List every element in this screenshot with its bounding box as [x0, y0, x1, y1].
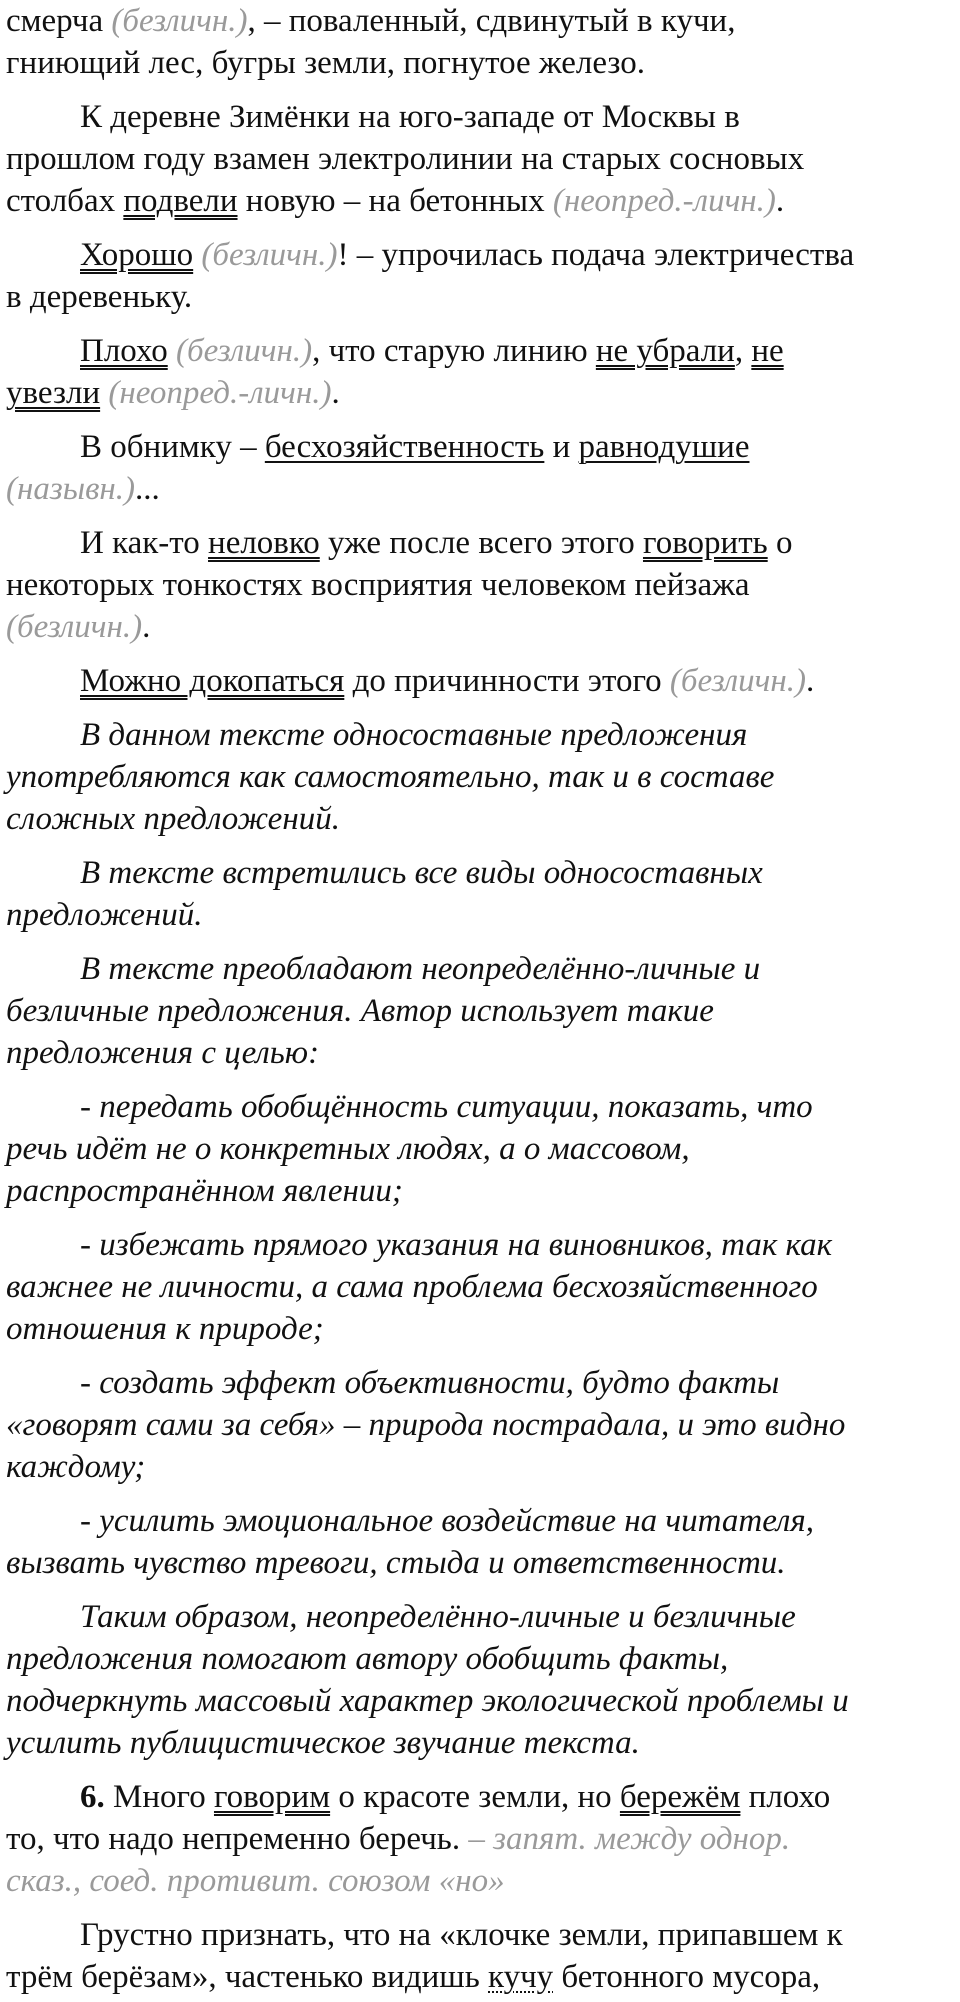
paragraph: [6, 234, 954, 318]
text-line: предложения помогают автору обобщить факты,: [6, 1641, 729, 1677]
text: , – поваленный, сдвинутый в кучи,: [247, 3, 736, 39]
text-line: [6, 1818, 954, 1860]
paragraph: [6, 0, 954, 84]
text: до причинности этого: [344, 663, 670, 699]
predicate-underlined: бережём: [619, 1779, 741, 1815]
text-line: [6, 660, 954, 702]
subject-underlined: бесхозяйственность: [264, 429, 545, 465]
text-line: важнее не личности, а сама проблема бесхозяйственного: [6, 1269, 818, 1305]
text-line: В тексте встретились все виды односоставных: [80, 855, 763, 891]
text: ! – упрочилась подача электричества: [337, 237, 855, 273]
text: смерча: [6, 3, 112, 39]
text-line: каждому;: [6, 1449, 146, 1485]
text-line: [6, 522, 954, 564]
paragraph-analysis: [6, 948, 954, 1074]
annotation: (назывн.): [6, 471, 136, 507]
text-line: вызвать чувство тревоги, стыда и ответственности.: [6, 1545, 786, 1581]
text-line: «говорят сами за себя» – природа пострадала, и это видно: [6, 1407, 846, 1443]
list-item: [6, 1500, 954, 1584]
annotation: (безличн.): [193, 237, 338, 273]
text: ...: [135, 471, 160, 507]
text-line: [6, 0, 954, 42]
predicate-underlined: Плохо: [80, 333, 168, 369]
text: В обнимку –: [80, 429, 265, 465]
text-line: Грустно признать, что на «клочке земли, припавшем к: [80, 1917, 843, 1953]
paragraph-analysis: [6, 714, 954, 840]
text-line: [6, 372, 954, 414]
text-line: В данном тексте односоставные предложения: [80, 717, 748, 753]
text-line: [6, 330, 954, 372]
paragraph-task-6: [6, 1776, 954, 1902]
list-item: [6, 1086, 954, 1212]
text: плохо: [740, 1779, 831, 1815]
text-line: сложных предложений.: [6, 801, 340, 837]
text: уже после всего этого: [319, 525, 643, 561]
text-line: в деревеньку.: [6, 279, 193, 315]
paragraph: [6, 660, 954, 702]
text: И как-то: [80, 525, 209, 561]
annotation: (безличн.): [167, 333, 313, 369]
text-line: - передать обобщённость ситуации, показать, что: [80, 1089, 813, 1125]
text-line: [6, 606, 954, 648]
annotation: (безличн.): [111, 3, 248, 39]
text: о красоте земли, но: [330, 1779, 620, 1815]
text: Много: [104, 1779, 214, 1815]
text-line: - создать эффект объективности, будто факты: [80, 1365, 780, 1401]
predicate-underlined: подвели: [123, 183, 238, 219]
text: .: [142, 609, 151, 645]
text-line: прошлом году взамен электролинии на старых сосновых: [6, 141, 805, 177]
text-line: предложения с целью:: [6, 1035, 320, 1071]
paragraph: [6, 1914, 954, 1998]
paragraph: [6, 330, 954, 414]
predicate-underlined: неловко: [208, 525, 320, 561]
text: бетонного мусора,: [553, 1959, 821, 1995]
paragraph: [6, 522, 954, 648]
text-line: употребляются как самостоятельно, так и в составе: [6, 759, 775, 795]
text: новую – на бетонных: [237, 183, 553, 219]
predicate-underlined: говорим: [213, 1779, 331, 1815]
text: .: [775, 183, 785, 219]
text-line: - избежать прямого указания на виновников, так как: [80, 1227, 833, 1263]
subject-underlined: равнодушие: [578, 429, 750, 465]
text-line: некоторых тонкостях восприятия человеком пейзажа: [6, 567, 750, 603]
text-line: речь идёт не о конкретных людях, а о массовом,: [6, 1131, 690, 1167]
text: то, что надо непременно беречь.: [6, 1821, 469, 1857]
annotation: – запят. между однор.: [468, 1821, 791, 1857]
predicate-underlined: увезли: [6, 375, 101, 411]
text: о: [767, 525, 793, 561]
predicate-underlined: Хорошо: [80, 237, 194, 273]
text: трём берёзам», частенько видишь: [6, 1959, 488, 1995]
text-line: Таким образом, неопределённо-личные и безличные: [80, 1599, 796, 1635]
predicate-underlined: не: [751, 333, 784, 369]
annotation: (неопред.-личн.): [552, 183, 776, 219]
text-line: [6, 468, 954, 510]
predicate-underlined: не убрали: [595, 333, 735, 369]
object-underlined: кучу: [488, 1959, 554, 1995]
annotation-line: сказ., соед. противит. союзом «но»: [6, 1863, 505, 1899]
text-line: гниющий лес, бугры земли, погнутое железо.: [6, 45, 646, 81]
text-line: - усилить эмоциональное воздействие на читателя,: [80, 1503, 814, 1539]
text: , что старую линию: [312, 333, 596, 369]
paragraph-conclusion: [6, 1596, 954, 1764]
text-line: [6, 234, 954, 276]
predicate-underlined: Можно докопаться: [80, 663, 345, 699]
text-line: безличные предложения. Автор использует такие: [6, 993, 714, 1029]
text-line: К деревне Зимёнки на юго-западе от Москвы в: [80, 99, 740, 135]
text: столбах: [6, 183, 124, 219]
list-item: [6, 1362, 954, 1488]
text-line: предложений.: [6, 897, 203, 933]
text-line: [6, 1776, 954, 1818]
text-line: распространённом явлении;: [6, 1173, 403, 1209]
text-line: подчеркнуть массовый характер экологической проблемы и: [6, 1683, 849, 1719]
text: ,: [734, 333, 752, 369]
annotation: (безличн.): [6, 609, 143, 645]
paragraph-analysis: [6, 852, 954, 936]
annotation: (неопред.-личн.): [100, 375, 332, 411]
text: .: [331, 375, 340, 411]
text: .: [806, 663, 815, 699]
text-line: [6, 1956, 954, 1998]
task-number: 6.: [80, 1779, 105, 1815]
text: и: [544, 429, 579, 465]
text-line: [6, 180, 954, 222]
annotation: (безличн.): [669, 663, 807, 699]
paragraph: [6, 96, 954, 222]
text-line: [6, 426, 954, 468]
list-item: [6, 1224, 954, 1350]
paragraph: [6, 426, 954, 510]
predicate-underlined: говорить: [642, 525, 768, 561]
text-line: отношения к природе;: [6, 1311, 324, 1347]
text-line: усилить публицистическое звучание текста.: [6, 1725, 640, 1761]
text-line: В тексте преобладают неопределённо-личные и: [80, 951, 761, 987]
